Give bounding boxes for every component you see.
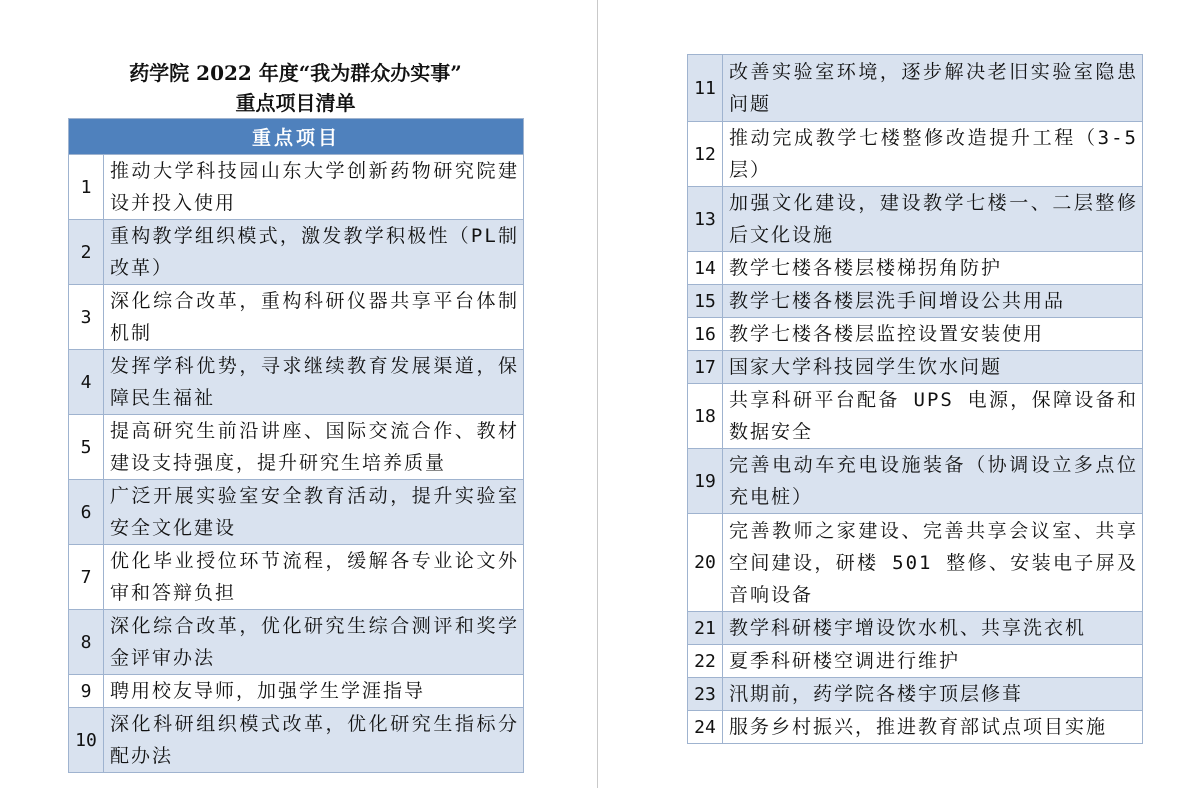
row-text: 提高研究生前沿讲座、国际交流合作、教材建设支持强度，提升研究生培养质量 [104,415,524,480]
row-number: 13 [688,187,723,252]
table-row [69,610,524,675]
row-text: 发挥学科优势，寻求继续教育发展渠道，保障民生福祉 [104,350,524,415]
row-number: 24 [688,711,723,744]
row-number: 22 [688,645,723,678]
table-row [688,187,1143,252]
table-row [688,384,1143,449]
row-number: 19 [688,449,723,514]
project-table-left [68,118,524,773]
row-text: 深化综合改革，优化研究生综合测评和奖学金评审办法 [104,610,524,675]
table-row [688,678,1143,711]
row-number: 23 [688,678,723,711]
row-text: 聘用校友导师，加强学生学涯指导 [104,675,524,708]
row-number: 1 [69,155,104,220]
table-row [688,252,1143,285]
row-text: 汛期前，药学院各楼宇顶层修葺 [723,678,1143,711]
title-line-2: 重点项目清单 [235,91,356,115]
row-text: 广泛开展实验室安全教育活动，提升实验室安全文化建设 [104,480,524,545]
table-row [69,675,524,708]
row-number: 3 [69,285,104,350]
row-text: 重构教学组织模式，激发教学积极性（PL制改革） [104,220,524,285]
row-number: 6 [69,480,104,545]
row-number: 17 [688,351,723,384]
row-number: 12 [688,122,723,187]
table-row [688,612,1143,645]
row-text: 服务乡村振兴，推进教育部试点项目实施 [723,711,1143,744]
row-text: 国家大学科技园学生饮水问题 [723,351,1143,384]
row-text: 完善教师之家建设、完善共享会议室、共享空间建设，研楼 501 整修、安装电子屏及音响设备 [723,514,1143,612]
row-text: 教学科研楼宇增设饮水机、共享洗衣机 [723,612,1143,645]
row-text: 夏季科研楼空调进行维护 [723,645,1143,678]
row-text: 教学七楼各楼层监控设置安装使用 [723,318,1143,351]
table-row [69,350,524,415]
table-row [688,711,1143,744]
table-row [69,415,524,480]
table-row [688,351,1143,384]
table-row [69,708,524,773]
table-row [69,285,524,350]
table-row [688,55,1143,122]
row-number: 20 [688,514,723,612]
table-header: 重点项目 [69,119,524,155]
row-text: 教学七楼各楼层楼梯拐角防护 [723,252,1143,285]
document-title [68,58,523,118]
row-number: 7 [69,545,104,610]
row-text: 教学七楼各楼层洗手间增设公共用品 [723,285,1143,318]
row-number: 18 [688,384,723,449]
row-text: 深化综合改革，重构科研仪器共享平台体制机制 [104,285,524,350]
row-number: 21 [688,612,723,645]
table-row [688,449,1143,514]
row-text: 完善电动车充电设施装备（协调设立多点位充电桩） [723,449,1143,514]
table-row [69,545,524,610]
row-text: 改善实验室环境，逐步解决老旧实验室隐患问题 [723,55,1143,122]
row-number: 14 [688,252,723,285]
table-row [69,480,524,545]
table-row [69,220,524,285]
row-number: 10 [69,708,104,773]
row-number: 8 [69,610,104,675]
table-row [69,155,524,220]
row-number: 2 [69,220,104,285]
row-text: 推动大学科技园山东大学创新药物研究院建设并投入使用 [104,155,524,220]
row-text: 深化科研组织模式改革，优化研究生指标分配办法 [104,708,524,773]
title-line-1: 药学院 2022 年度“我为群众办实事” [129,61,462,85]
table-row [688,318,1143,351]
row-number: 5 [69,415,104,480]
table-row [688,285,1143,318]
row-text: 共享科研平台配备 UPS 电源，保障设备和数据安全 [723,384,1143,449]
row-number: 9 [69,675,104,708]
row-number: 15 [688,285,723,318]
row-text: 推动完成教学七楼整修改造提升工程（3-5 层） [723,122,1143,187]
table-row [688,645,1143,678]
row-number: 4 [69,350,104,415]
project-table-right [687,54,1143,744]
table-row [688,122,1143,187]
page-divider [597,0,598,788]
row-number: 16 [688,318,723,351]
row-text: 优化毕业授位环节流程，缓解各专业论文外审和答辩负担 [104,545,524,610]
row-text: 加强文化建设，建设教学七楼一、二层整修后文化设施 [723,187,1143,252]
table-row [688,514,1143,612]
row-number: 11 [688,55,723,122]
